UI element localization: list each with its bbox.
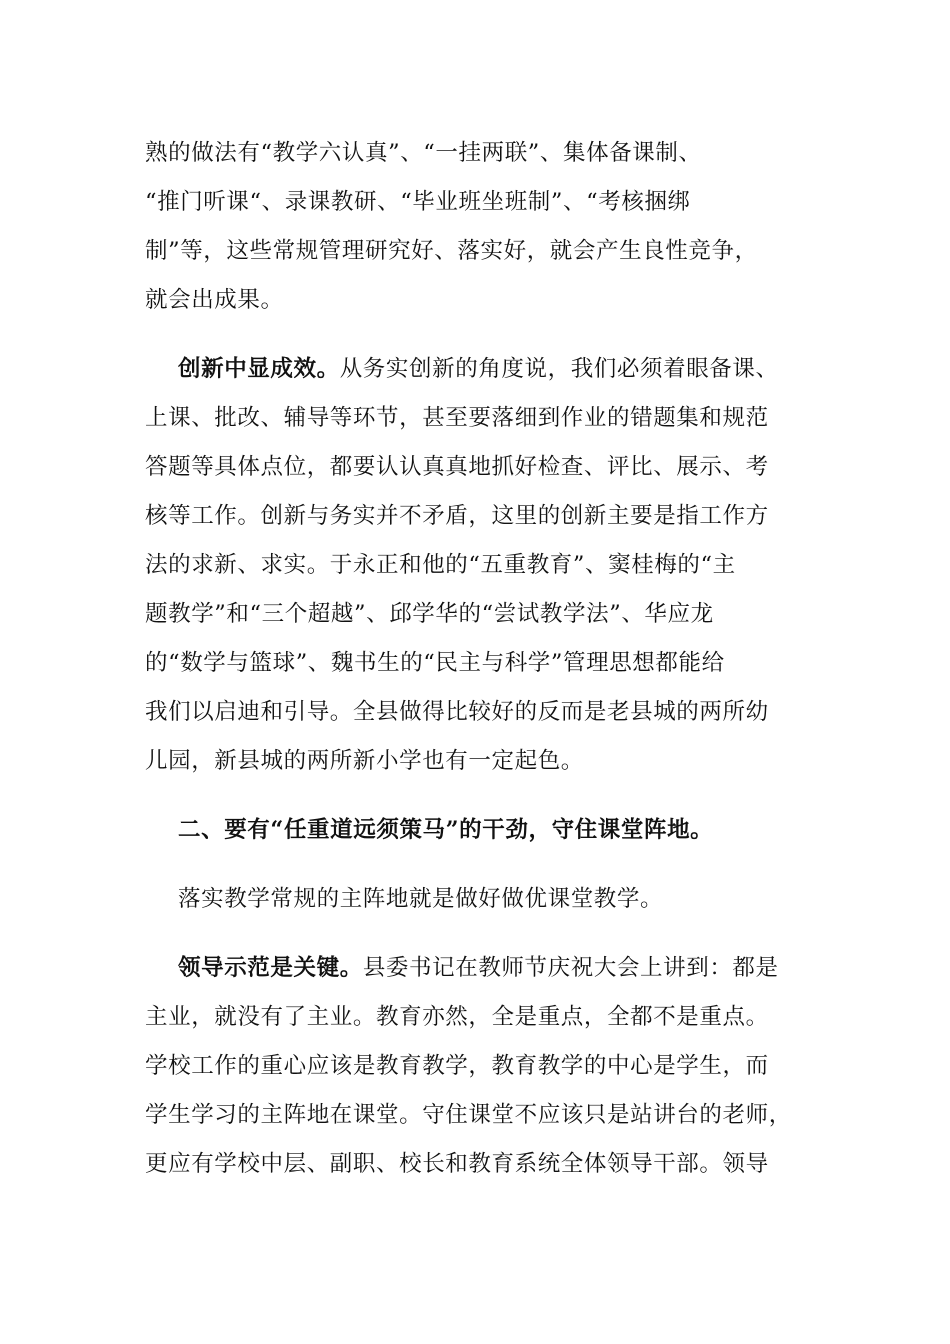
text-line: 法的求新、求实。于永正和他的“五重教育”、窦桂梅的“主 [145,552,736,578]
paragraph-first-line [178,953,815,983]
text-line: 上课、批改、辅导等环节，甚至要落细到作业的错题集和规范 [145,405,769,431]
text-line: 答题等具体点位，都要认认真真地抓好检查、评比、展示、考 [145,454,769,480]
text-line: 学生学习的主阵地在课堂。守住课堂不应该只是站讲台的老师， [145,1102,792,1128]
text-line: 核等工作。创新与务实并不矛盾，这里的创新主要是指工作方 [145,503,769,529]
paragraph-first-line [178,354,815,384]
text-line: 就会出成果。 [145,287,284,313]
text-line: 的“数学与篮球”、魏书生的“民主与科学”管理思想都能给 [145,650,725,676]
text-line: 主业，就没有了主业。教育亦然，全是重点，全都不是重点。 [145,1004,769,1030]
text-line: 题教学”和“三个超越”、邱学华的“尝试教学法”、华应龙 [145,601,714,627]
lead-heading-innovation: 创新中显成效。 [178,356,340,382]
text-span: 县委书记在教师节庆祝大会上讲到：都是 [362,955,779,981]
section-heading: 二、要有“任重道远须策马”的干劲，守住课堂阵地。 [178,817,714,843]
text-line: 儿园，新县城的两所新小学也有一定起色。 [145,748,584,774]
text-span: 从务实创新的角度说，我们必须着眼备课、 [339,356,779,382]
text-line: 我们以启迪和引导。全县做得比较好的反而是老县城的两所幼 [145,699,769,725]
lead-heading-leadership: 领导示范是关键。 [178,955,363,981]
text-line: 落实教学常规的主阵地就是做好做优课堂教学。 [178,886,664,912]
text-line: 制”等，这些常规管理研究好、落实好，就会产生良性竞争， [145,238,758,264]
text-line: 熟的做法有“教学六认真”、“一挂两联”、集体备课制、 [145,140,702,166]
text-line: 学校工作的重心应该是教育教学，教育教学的中心是学生，而 [145,1053,769,1079]
text-line: 更应有学校中层、副职、校长和教育系统全体领导干部。领导 [145,1151,769,1177]
text-line: “推门听课“、录课教研、“毕业班坐班制”、“考核捆绑 [145,189,691,215]
